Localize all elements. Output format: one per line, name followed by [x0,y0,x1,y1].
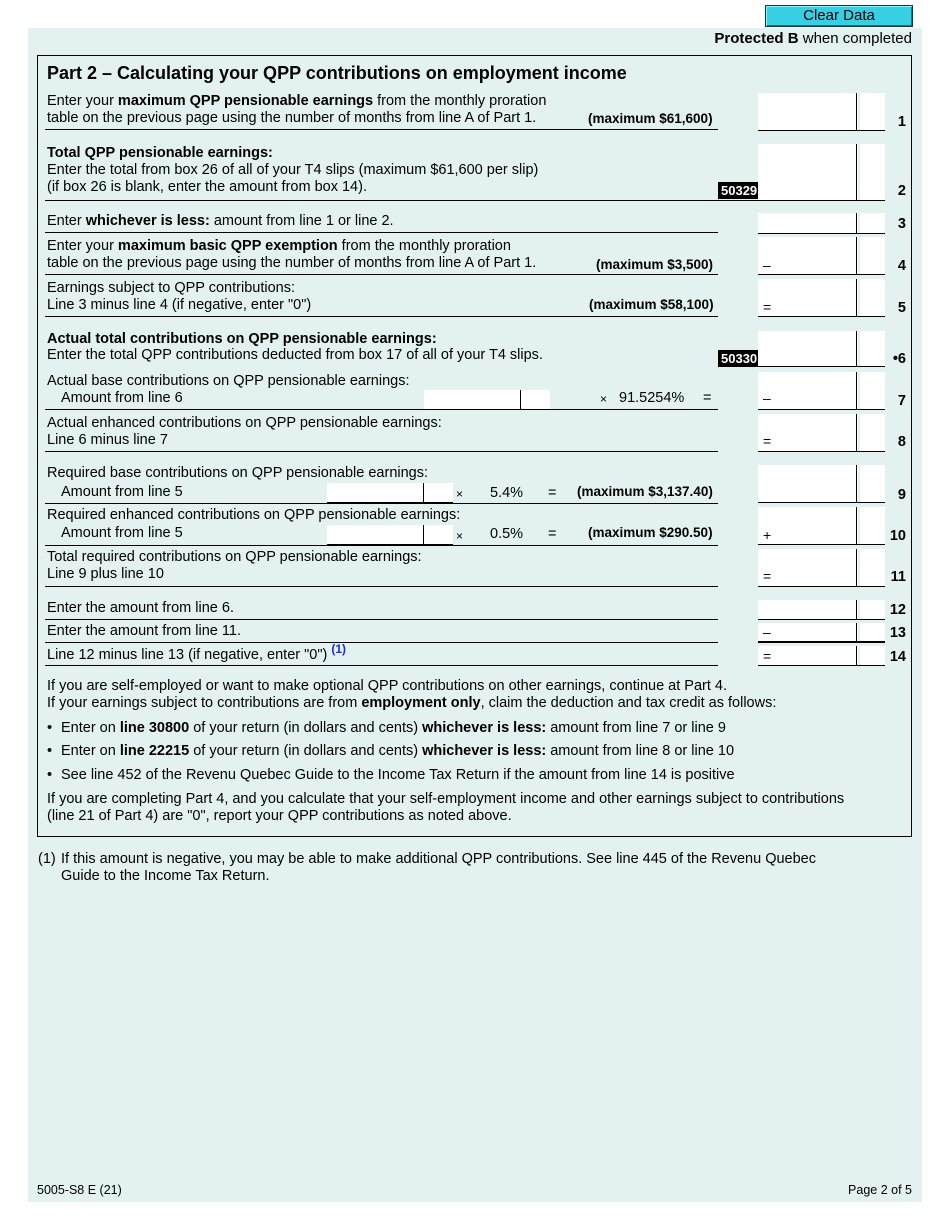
line-9-times: × [456,487,464,501]
line-2-field[interactable] [758,144,885,201]
line-9-text-2: Amount from line 5 [61,484,183,500]
clear-data-button[interactable]: Clear Data [765,5,913,27]
line-10-times: × [456,529,464,543]
line-11-operator: = [763,568,772,584]
form-id: 5005-S8 E (21) [37,1183,122,1197]
line-11-number: 11 [890,569,906,585]
line-5-text: Earnings subject to QPP contributions: [47,280,295,296]
line-4-field[interactable] [758,237,885,275]
line-12-rule [45,619,718,620]
line-14-rule [45,665,718,666]
line-5-text-2: Line 3 minus line 4 (if negative, enter "0") [47,297,312,313]
line-9-text: Required base contributions on QPP pensionable earnings: [47,465,429,481]
line-8-text: Actual enhanced contributions on QPP pensionable earnings: [47,415,442,431]
line-6-text: Enter the total QPP contributions deducted from box 17 of all of your T4 slips. [47,347,543,363]
line-7-rule [45,409,718,410]
line-3-text: Enter whichever is less: amount from line 1 or line 2. [47,213,394,229]
line-7-equals: = [703,390,712,406]
line-7-sub-field[interactable] [424,390,550,410]
line-2-title: Total QPP pensionable earnings: [47,145,273,161]
bullet-line-452: • See line 452 of the Revenu Quebec Guide to the Income Tax Return if the amount from line 14 is positive [47,767,735,783]
line-9-number: 9 [897,487,906,503]
line-10-text-2: Amount from line 5 [61,525,183,541]
line-5-operator: = [763,299,772,315]
line-1-rule [45,129,718,130]
line-12-text: Enter the amount from line 6. [47,600,234,616]
line-11-text-2: Line 9 plus line 10 [47,566,164,582]
line-11-rule [45,586,718,587]
line-8-text-2: Line 6 minus line 7 [47,432,168,448]
line-9-maximum: (maximum $3,137.40) [577,484,713,499]
line-9-sub-field[interactable] [327,483,453,503]
protected-b-notice: Protected B when completed [714,30,912,47]
line-6-title: Actual total contributions on QPP pensionable earnings: [47,331,437,347]
line-10-operator: + [763,527,772,543]
line-6-field[interactable] [758,331,885,367]
line-4-text-2: table on the previous page using the number of months from line A of Part 1. [47,255,537,271]
line-10-maximum: (maximum $290.50) [588,525,713,540]
line-11-field[interactable] [758,549,885,587]
line-10-equals: = [548,526,557,542]
line-13-text: Enter the amount from line 11. [47,623,241,639]
line-9-equals: = [548,485,557,501]
line-8-number: 8 [897,434,906,450]
line-12-number: 12 [889,602,906,618]
instruction-part-4-note: If you are completing Part 4, and you calculate that your self-employment income and other earnings subject to contributions [47,791,845,807]
line-10-rule [45,545,718,546]
line-14-number: 14 [889,649,906,665]
line-5-rule [45,316,718,317]
line-7-field[interactable] [758,372,885,410]
instruction-employment-only: If your earnings subject to contributions are from employment only, claim the deduction and tax credit as follows: [47,695,777,711]
line-2-text-2: (if box 26 is blank, enter the amount from box 14). [47,179,367,195]
line-6-code: 50330 [718,350,760,367]
line-11-text: Total required contributions on QPP pensionable earnings: [47,549,422,565]
line-8-rule [45,451,718,452]
line-4-text: Enter your maximum basic QPP exemption from the monthly proration [47,238,511,254]
line-1-text: Enter your maximum QPP pensionable earnings from the monthly proration [47,93,547,109]
line-14-text: Line 12 minus line 13 (if negative, enter "0") $^{(1)}$ [47,642,347,663]
line-6-number: •6 [892,351,906,367]
footnote-text: If this amount is negative, you may be able to make additional QPP contributions. See line 445 of the Revenu Quebec [61,851,816,867]
line-9-rate: 5.4% [490,485,524,501]
footnote-mark: (1) [38,851,56,867]
line-13-rule [45,642,718,643]
line-3-number: 3 [897,216,906,232]
line-4-number: 4 [897,258,906,274]
line-9-rule [45,503,718,504]
line-9-field[interactable] [758,465,885,503]
line-10-text: Required enhanced contributions on QPP pensionable earnings: [47,507,461,523]
line-3-rule [45,232,718,233]
line-10-field[interactable] [758,507,885,545]
line-2-number: 2 [897,183,906,199]
line-5-field[interactable] [758,279,885,317]
page-number: Page 2 of 5 [848,1183,912,1197]
line-2-text: Enter the total from box 26 of all of your T4 slips (maximum $61,600 per slip) [47,162,539,178]
footnote-reference[interactable]: (1) [331,642,347,657]
line-3-field[interactable] [758,213,885,234]
line-13-number: 13 [889,625,906,641]
line-7-times: × [600,392,608,406]
line-1-maximum: (maximum $61,600) [588,111,713,126]
line-1-number: 1 [897,114,906,130]
line-10-number: 10 [889,528,906,544]
instruction-part-4: If you are self-employed or want to make optional QPP contributions on other earnings, continue at Part 4. [47,678,728,694]
line-14-field[interactable] [758,646,885,666]
line-5-maximum: (maximum $58,100) [589,297,714,312]
line-4-rule [45,274,718,275]
line-4-maximum: (maximum $3,500) [596,257,714,272]
line-13-operator: – [763,624,771,640]
line-7-rate: 91.5254% [619,390,685,406]
line-5-number: 5 [897,300,906,316]
line-7-text: Actual base contributions on QPP pensionable earnings: [47,373,410,389]
line-7-number: 7 [897,393,906,409]
line-1-text-2: table on the previous page using the number of months from line A of Part 1. [47,110,537,126]
line-12-field[interactable] [758,600,885,620]
line-2-rule [45,200,758,201]
instruction-part-4-note-2: (line 21 of Part 4) are "0", report your QPP contributions as noted above. [47,808,512,824]
line-4-operator: – [763,257,771,273]
line-13-field[interactable] [758,623,885,643]
line-8-operator: = [763,433,772,449]
line-10-rate: 0.5% [490,526,524,542]
bullet-line-22215: • Enter on line 22215 of your return (in dollars and cents) whichever is less: amount from line 8 or line 10 [47,743,735,759]
footnote-text-2: Guide to the Income Tax Return. [61,868,270,884]
part-title: Part 2 – Calculating your QPP contributions on employment income [47,63,627,83]
line-14-operator: = [763,648,772,664]
bullet-line-30800: • Enter on line 30800 of your return (in dollars and cents) whichever is less: amount from line 7 or line 9 [47,720,726,736]
line-1-field[interactable] [758,93,885,131]
line-8-field[interactable] [758,414,885,452]
line-10-sub-field[interactable] [327,525,453,545]
line-7-operator: – [763,390,771,406]
line-7-text-2: Amount from line 6 [61,390,183,406]
line-2-code: 50329 [718,182,760,199]
